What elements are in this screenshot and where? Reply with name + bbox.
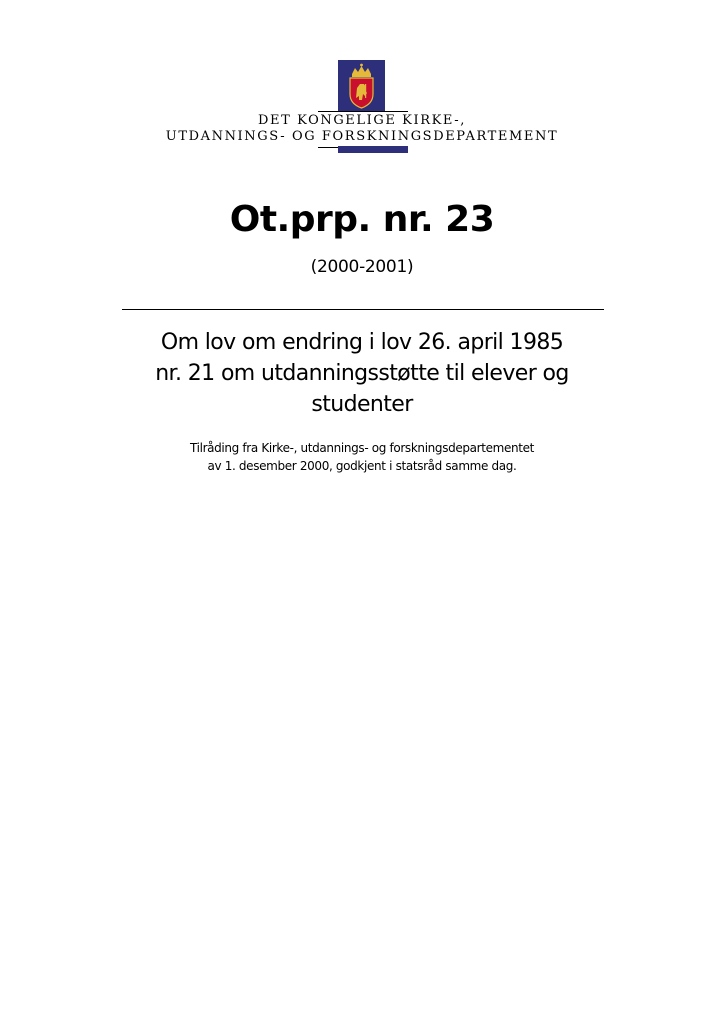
ministry-name-line-1: DET KONGELIGE KIRKE-, (258, 113, 466, 128)
recommendation-line-2: av 1. desember 2000, godkjent i statsråd samme dag. (207, 459, 517, 473)
subject-line-2: nr. 21 om utdanningsstøtte til elever og (155, 361, 569, 386)
ministry-name-line-2: UTDANNINGS- OG FORSKNINGSDEPARTEMENT (165, 129, 559, 144)
norwegian-coat-of-arms-icon (338, 60, 385, 112)
subject-line-1: Om lov om endring i lov 26. april 1985 (160, 330, 564, 355)
title-divider (122, 309, 604, 310)
document-title: Ot.prp. nr. 23 (229, 199, 495, 240)
ministry-emblem-bar (338, 146, 408, 153)
recommendation-line-1: Tilråding fra Kirke-, utdannings- og forskningsdepartementet (189, 441, 535, 455)
emblem-top-rule (318, 111, 408, 112)
ministry-emblem-box (338, 60, 385, 112)
subject-line-3: studenter (311, 392, 413, 417)
document-session: (2000-2001) (310, 257, 414, 277)
